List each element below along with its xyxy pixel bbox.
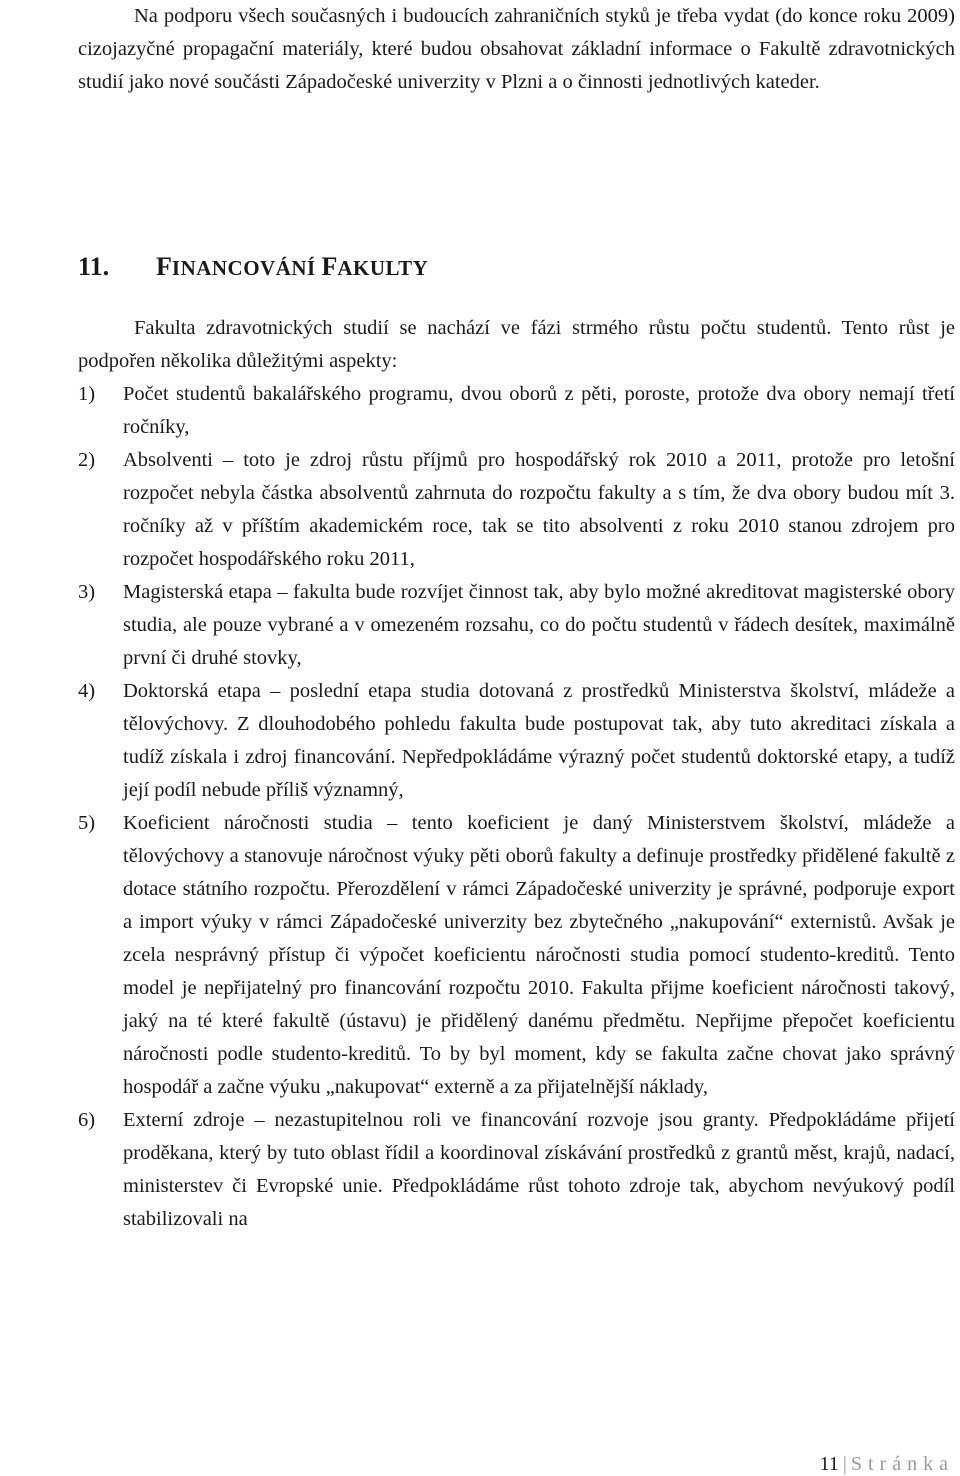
list-item [78, 1104, 955, 1236]
list-item-marker: 5) [78, 812, 96, 834]
page-number: 11 [819, 1453, 839, 1475]
list-item-text: Doktorská etapa – poslední etapa studia dotovaná z prostředků Ministerstva školství, mládeže a tělovýchovy. Z dlouhodobého pohledu fakulta bude postupovat tak, aby tuto akreditaci získala a tudíž získala i zdroj financování. Nepředpokládáme výrazný počet studentů doktorské etapy, a tudíž její podíl nebude příliš významný, [123, 680, 955, 801]
section-title-initial-1: F [156, 252, 172, 281]
section-lead-paragraph: Fakulta zdravotnických studií se nachází ve fázi strmého růstu počtu studentů. Tento růst je podpořen několika důležitými aspekty: [78, 317, 955, 372]
list-item [78, 444, 955, 576]
list-item [78, 378, 955, 444]
footer-separator: | [842, 1453, 847, 1475]
list-item [78, 675, 955, 807]
intro-paragraph: Na podporu všech současných i budoucích zahraničních styků je třeba vydat (do konce roku 2009) cizojazyčné propagační materiály, které budou obsahovat základní informace o Fakultě zdravotnických studií jako nové součásti Západočeské univerzity v Plzni a o činnosti jednotlivých kateder. [78, 5, 955, 93]
list-item-marker: 3) [78, 581, 96, 603]
list-item-marker: 6) [78, 1109, 96, 1131]
list-item [78, 807, 955, 1104]
section-title-part-1: INANCOVÁNÍ [171, 256, 322, 280]
page-footer [820, 1452, 954, 1476]
list-item-marker: 2) [78, 449, 96, 471]
list-item-text: Magisterská etapa – fakulta bude rozvíjet činnost tak, aby bylo možné akreditovat magisterské obory studia, ale pouze vybrané a v omezeném rozsahu, co do počtu studentů v řádech desítek, maximálně první či druhé stovky, [123, 581, 955, 669]
section-title-part-2: AKULTY [337, 256, 429, 280]
footer-page-label: Stránka [850, 1453, 954, 1475]
list-item [78, 576, 955, 675]
section-number: 11. [78, 252, 110, 281]
list-item-text: Absolventi – toto je zdroj růstu příjmů pro hospodářský rok 2010 a 2011, protože pro letošní rozpočet nebyla částka absolventů zahrnuta do rozpočtu fakulty a s tím, že dva obory budou mít 3. ročníky až v příštím akademickém roce, tak se tito absolventi z roku 2010 stanou zdrojem pro rozpočet hospodářského roku 2011, [123, 449, 955, 570]
list-item-text: Externí zdroje – nezastupitelnou roli ve financování rozvoje jsou granty. Předpokládáme přijetí proděkana, který by tuto oblast řídil a koordinoval získávání prostředků z grantů měst, krajů, nadací, ministerstev či Evropské unie. Předpokládáme růst tohoto zdroje tak, abychom nevýukový podíl stabilizovali na [123, 1109, 955, 1230]
list-item-text: Počet studentů bakalářského programu, dvou oborů z pěti, poroste, protože dva obory nemají třetí ročníky, [123, 383, 955, 438]
list-item-marker: 1) [78, 383, 96, 405]
aspects-list [78, 378, 955, 1236]
section-title-initial-2: F [321, 252, 338, 281]
section-heading [78, 247, 428, 288]
list-item-text: Koeficient náročnosti studia – tento koeficient je daný Ministerstvem školství, mládeže a tělovýchovy a stanovuje náročnost výuky pěti oborů fakulty a definuje prostředky přidělené fakultě z dotace státního rozpočtu. Přerozdělení v rámci Západočeské univerzity je správné, podporuje export a import výuky v rámci Západočeské univerzity bez zbytečného „nakupování“ externistů. Avšak je zcela nesprávný přístup či výpočet koeficientu náročnosti studia pomocí studento-kreditů. Tento model je nepřijatelný pro financování rozpočtu 2010. Fakulta přijme koeficient náročnosti takový, jaký na té které fakultě (ústavu) je přidělený danému předmětu. Nepřijme přepočet koeficientu náročnosti podle studento-kreditů. To by byl moment, kdy se fakulta začne chovat jako správný hospodář a začne výuku „nakupovat“ externě a za přijatelnější náklady, [123, 812, 955, 1098]
list-item-marker: 4) [78, 680, 96, 702]
